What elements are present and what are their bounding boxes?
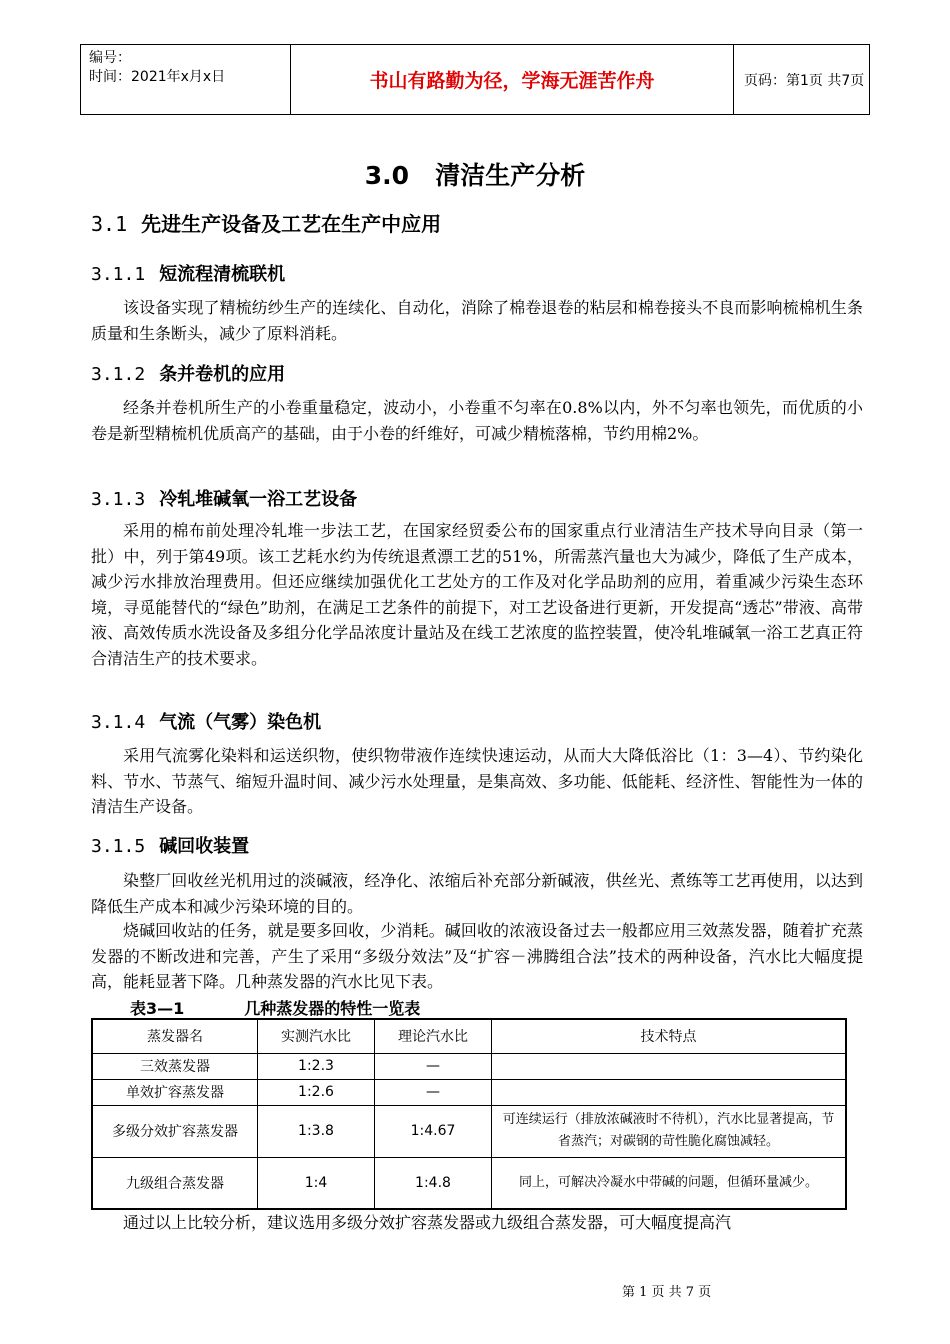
table-cell: 1:2.6 [258,1079,375,1105]
subsection-heading [91,485,357,511]
table-row [92,1079,846,1105]
table-row [92,1105,846,1157]
subsection-title: 短流程清梳联机 [159,264,286,285]
table-cell: — [375,1079,492,1105]
table-cell: 1:4.67 [375,1105,492,1157]
header-page-info: 页码：第1页 共7页 [744,72,865,89]
subsection-number: 3.1.4 [91,712,146,733]
header-time: 时间：2021年x月x日 [89,69,226,85]
header-number: 编号： [89,50,131,66]
section-number: 3.1 [91,212,128,236]
table-header-cell: 技术特点 [492,1019,847,1053]
paragraph: 烧碱回收站的任务，就是要多回收，少消耗。碱回收的浓液设备过去一般都应用三效蒸发器，随着扩充蒸发器的不断改进和完善，产生了采用“多级分效法”及“扩容－沸腾组合法”技术的两种设备，汽水比大幅度提高，能耗显著下降。几种蒸发器的汽水比见下表。 [91,921,863,991]
page-title [0,156,950,192]
evaporator-table [91,1018,847,1210]
table-cell [492,1053,847,1079]
table-cell: — [375,1053,492,1079]
table-cell: 可连续运行（排放浓碱液时不待机），汽水比显著提高，节省蒸汽；对碳钢的苛性脆化腐蚀减轻。 [492,1105,847,1157]
table-cell: 单效扩容蒸发器 [92,1079,258,1105]
title-text: 清洁生产分析 [435,161,586,190]
table-row [92,1053,846,1079]
table-cell: 1:4.8 [375,1157,492,1209]
paragraph: 采用气流雾化染料和运送织物，使织物带液作连续快速运动，从而大大降低浴比（1：3—4）、节约染化料、节水、节蒸气、缩短升温时间、减少污水处理量，是集高效、多功能、低能耗、经济性、智能性为一体的清洁生产设备。 [91,746,863,816]
table-cell: 同上，可解决冷凝水中带碱的问题，但循环量减少。 [492,1157,847,1209]
table-caption-number: 表3—1 [130,999,185,1018]
table-caption-text: 几种蒸发器的特性一览表 [244,999,421,1018]
table-caption [130,996,420,1019]
title-number: 3.0 [364,161,410,190]
document-header [80,44,870,115]
paragraph: 染整厂回收丝光机用过的淡碱液，经净化、浓缩后补充部分新碱液，供丝光、煮练等工艺再使用，以达到降低生产成本和减少污染环境的目的。 [91,871,863,916]
subsection-number: 3.1.2 [91,364,146,385]
subsection-number: 3.1.5 [91,836,146,857]
subsection-title: 条并卷机的应用 [159,364,286,385]
subsection-title: 碱回收装置 [159,836,250,857]
table-cell: 三效蒸发器 [92,1053,258,1079]
table-cell: 九级组合蒸发器 [92,1157,258,1209]
section-heading [91,208,441,237]
subsection-heading [91,260,285,286]
subsection-heading [91,708,321,734]
subsection-heading [91,360,285,386]
paragraph: 采用的棉布前处理冷轧堆一步法工艺，在国家经贸委公布的国家重点行业清洁生产技术导向目录（第一批）中，列于第49项。该工艺耗水约为传统退煮漂工艺的51%，所需蒸汽量也大为减少，降低了生产成本，减少污水排放治理费用。但还应继续加强优化工艺处方的工作及对化学品助剂的应用，着重减少污染生态环境，寻觅能替代的“绿色”助剂，在满足工艺条件的前提下，对工艺设备进行更新，开发提高“透芯”带液、高带液、高效传质水洗设备及多组分化学品浓度计量站及在线工艺浓度的监控装置，使冷轧堆碱氧一浴工艺真正符合清洁生产的技术要求。 [91,521,863,668]
table-header-cell: 理论汽水比 [375,1019,492,1053]
table-cell: 多级分效扩容蒸发器 [92,1105,258,1157]
table-cell: 1:3.8 [258,1105,375,1157]
table-header-row [92,1019,846,1053]
table-cell: 1:4 [258,1157,375,1209]
subsection-title: 冷轧堆碱氧一浴工艺设备 [159,489,358,510]
closing-paragraph: 通过以上比较分析，建议选用多级分效扩容蒸发器或九级组合蒸发器，可大幅度提高汽 [123,1213,732,1232]
table-header-cell: 蒸发器名 [92,1019,258,1053]
table-cell: 1:2.3 [258,1053,375,1079]
paragraph: 该设备实现了精梳纺纱生产的连续化、自动化，消除了棉卷退卷的粘层和棉卷接头不良而影响梳棉机生条质量和生条断头，减少了原料消耗。 [91,298,863,343]
header-meta [81,45,291,114]
subsection-heading [91,832,249,858]
paragraph: 经条并卷机所生产的小卷重量稳定，波动小，小卷重不匀率在0.8%以内，外不匀率也领先，而优质的小卷是新型精梳机优质高产的基础，由于小卷的纤维好，可减少精梳落棉，节约用棉2%。 [91,398,863,443]
header-motto: 书山有路勤为径，学海无涯苦作舟 [291,45,734,114]
page-footer: 第 1 页 共 7 页 [622,1285,712,1300]
table-header-cell: 实测汽水比 [258,1019,375,1053]
table-cell [492,1079,847,1105]
subsection-number: 3.1.3 [91,489,146,510]
subsection-number: 3.1.1 [91,264,146,285]
subsection-title: 气流（气雾）染色机 [159,712,322,733]
section-text: 先进生产设备及工艺在生产中应用 [141,212,442,236]
table-row [92,1157,846,1209]
